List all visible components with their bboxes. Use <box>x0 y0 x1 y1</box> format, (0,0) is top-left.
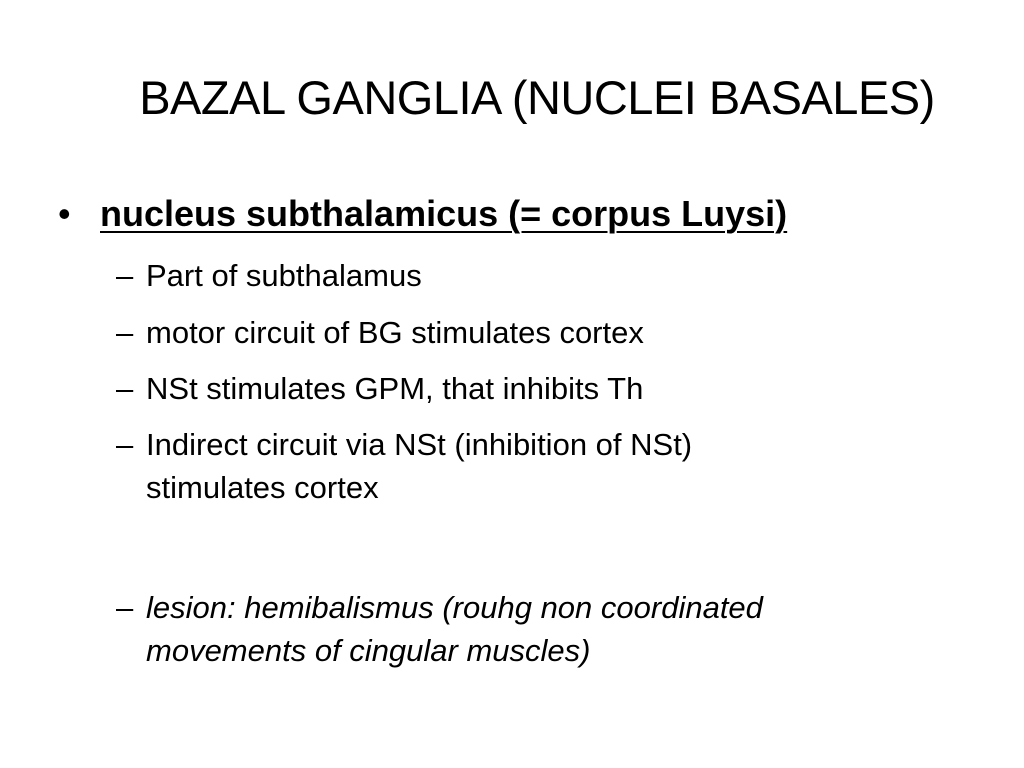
dash-marker: – <box>116 315 134 350</box>
bullet-heading: nucleus subthalamicus (= corpus Luysi) <box>100 193 788 234</box>
sub-item-text: Indirect circuit via NSt (inhibition of NSt) <box>146 427 693 462</box>
bullet-marker: • <box>58 193 71 234</box>
dash-marker: – <box>116 258 134 293</box>
slide-title: BAZAL GANGLIA (NUCLEI BASALES) <box>139 71 935 124</box>
sub-item-text: Part of subthalamus <box>146 258 422 293</box>
sub-item-part-of-subthalamus <box>116 254 422 297</box>
sub-item-text-continued: stimulates cortex <box>146 470 379 505</box>
sub-item-text: motor circuit of BG stimulates cortex <box>146 315 644 350</box>
dash-marker: – <box>116 590 134 625</box>
sub-item-text-continued: movements of cingular muscles) <box>146 633 591 668</box>
dash-marker: – <box>116 427 134 462</box>
sub-item-nst-stimulates <box>116 367 643 410</box>
main-bullet <box>58 190 787 238</box>
sub-item-lesion <box>116 586 763 672</box>
sub-item-indirect-circuit <box>116 423 692 509</box>
sub-item-text: lesion: hemibalismus (rouhg non coordinated <box>146 590 763 625</box>
sub-item-motor-circuit <box>116 311 644 354</box>
dash-marker: – <box>116 371 134 406</box>
sub-item-text: NSt stimulates GPM, that inhibits Th <box>146 371 644 406</box>
